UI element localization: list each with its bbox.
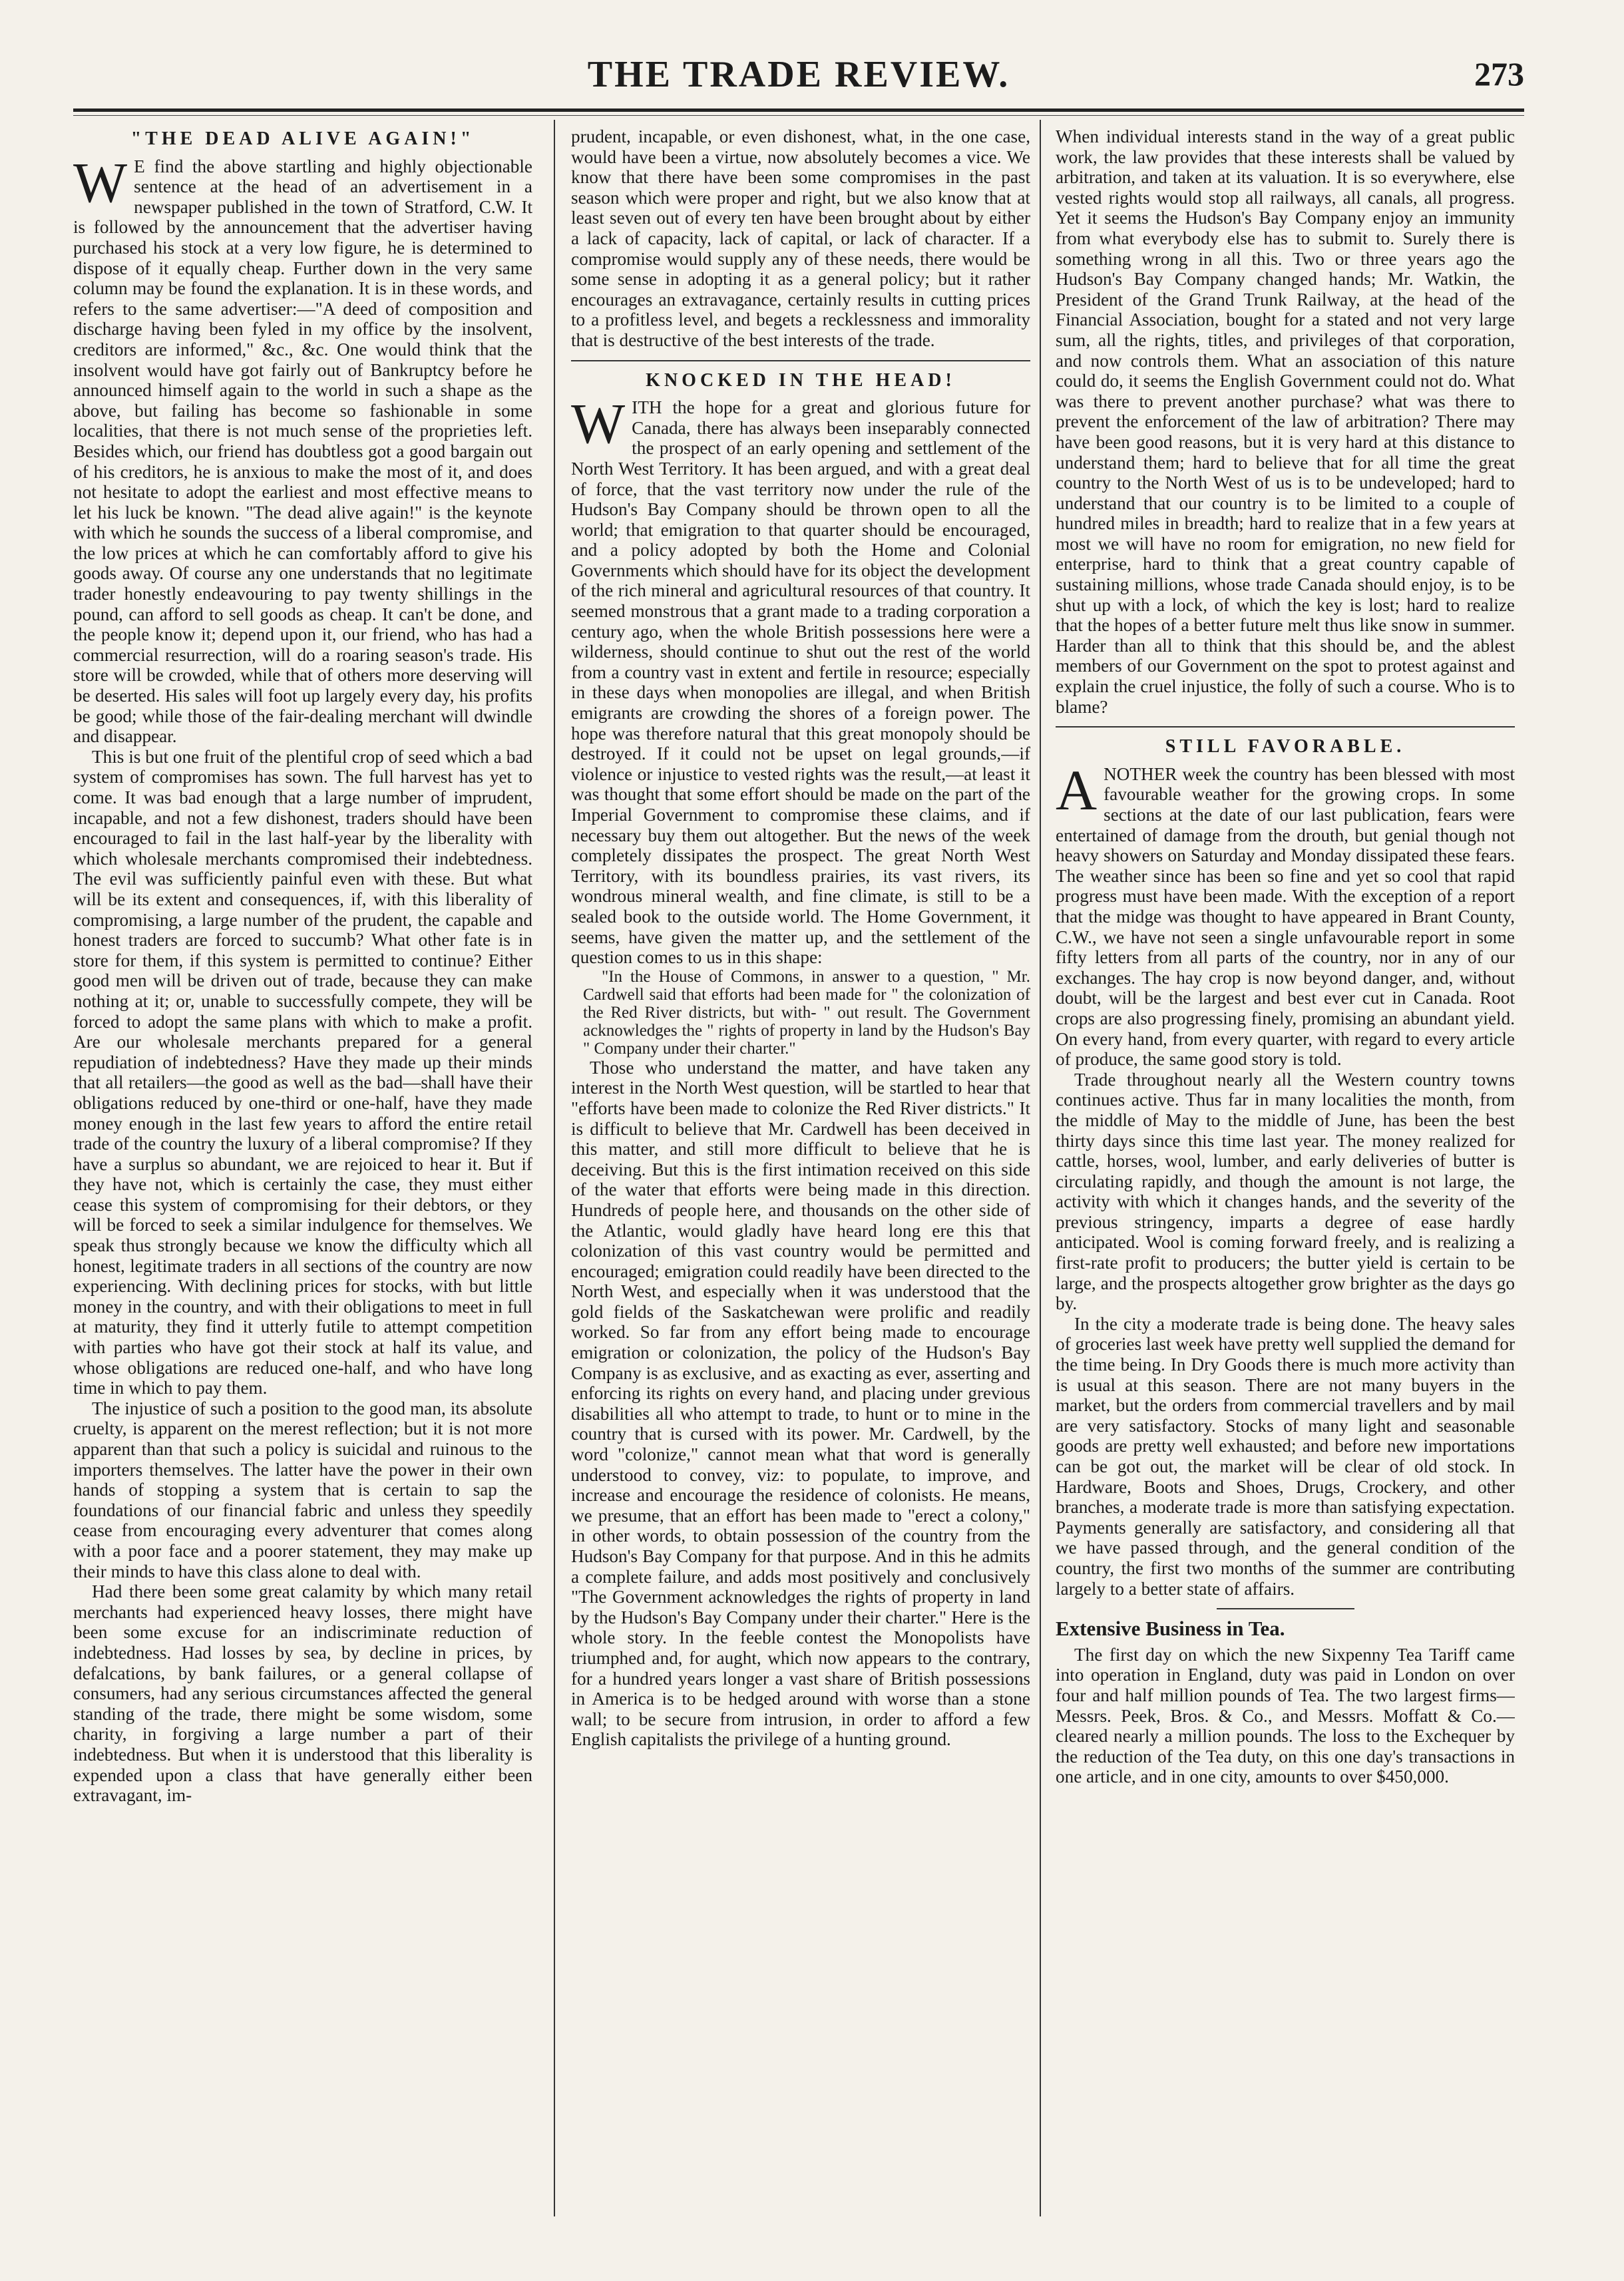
header-rule-thin — [73, 115, 1524, 116]
article-heading-still-favorable: STILL FAVORABLE. — [1165, 736, 1406, 757]
block-quote: "In the House of Commons, in answer to a question, " Mr. Cardwell said that efforts had been made for " the colonization of the Red River districts, but with- " out result. The Government acknowledges the " rights of property in land by the Hudson's Bay " Company under their charter." — [583, 967, 1030, 1058]
article-heading-dead-alive: "THE DEAD ALIVE AGAIN!" — [130, 128, 475, 149]
page-number: 273 — [1474, 55, 1524, 93]
section-rule — [1056, 726, 1515, 727]
article-paragraph: The injustice of such a position to the good man, its absolute cruelty, is apparent on the merest reflection; but it is not more apparent than that such a policy is suicidal and ruinous to the importers themselves. The latter have the power in their own hands of stopping a system that is certain to sap the foundations of our financial fabric and unless they speedily cease from encouraging every adventurer that comes along with a poor face and a poorer statement, they may make up their minds to have this class alone to deal with. — [73, 1398, 532, 1581]
article-paragraph: In the city a moderate trade is being done. The heavy sales of groceries last week have pretty well supplied the demand for the time being. In Dry Goods there is much more activity than is usual at this season. There are not many buyers in the market, but the orders from commercial travellers and by mail are very satisfactory. Stocks of many light and seasonable goods are pretty well exhausted; and before new importations can be got out, the market will be clear of old stock. In Hardware, Boots and Shoes, Drugs, Crockery, and other branches, a moderate trade is more than satisfying expectation. Payments generally are satisfactory, and considering all that we have passed through, and the general condition of the country, the first two months of the summer are contributing largely to a better state of affairs. — [1056, 1313, 1515, 1599]
article-paragraph: The first day on which the new Sixpenny Tea Tariff came into operation in England, duty was paid in London on over four and half million pounds of Tea. The two largest firms—Messrs. Peek, Bros. & Co., and Messrs. Moffatt & Co.—cleared nearly a million pounds. The loss to the Exchequer by the reduction of the Tea duty, on this one day's transactions in one article, and in one city, amounts to over $450,000. — [1056, 1644, 1515, 1787]
section-rule — [1217, 1608, 1354, 1609]
article-paragraph: prudent, incapable, or even dishonest, what, in the one case, would have been a virtue, now absolutely becomes a vice. We know that there have been some compromises in the past season which were proper and right, but we also know that at least seven out of every ten have been brought about by either a lack of capacity, lack of capital, or lack of character. If a compromise would supply any of these needs, there would be some sense in adopting it as a general policy; but it rather encourages an extravagance, certainly results in cutting prices to a profitless level, and begets a recklessness and immorality that is destructive of the best interests of the trade. — [571, 126, 1030, 350]
drop-cap: W — [73, 150, 128, 214]
article-heading-tea: Extensive Business in Tea. — [1056, 1617, 1285, 1641]
article-paragraph: This is but one fruit of the plentiful crop of seed which a bad system of compromises has sown. The full harvest has yet to come. It was bad enough that a large number of imprudent, incapable, and not a few dishonest, traders should have been encouraged to fail in the last half-year by the liberality with which wholesale merchants compromised their indebtedness. The evil was sufficiently painful even with these. But what will be its extent and consequences, if, with this liberality of compromising, a large number of the prudent, the capable and honest traders are forced to succumb? What other fate is in store for them, if this system is permitted to continue? Either good men will be driven out of trade, because they can make nothing at it; or, unable to successfully compete, they will be forced to adopt the same plans with which to make a profit. Are our wholesale merchants prepared for a general repudiation of indebtedness? Have they made up their minds that all retailers—the good as well as the bad—shall have their obligations reduced by one-third or one-half, have they made money enough in the last few years to afford the entire retail trade of the country the luxury of a liberal compromise? If they have a surplus so abundant, we are rejoiced to hear it. But if they have not, which is certainly the case, they must either cease this system of compromising for their debtors, or they will be forced to seek a similar indulgence for themselves. We speak thus strongly because we know the difficulty which all honest, legitimate traders in all sections of the country are now experiencing. With declining prices for stocks, with but little money in the country, and with their obligations to meet in full at maturity, they find it utterly futile to attempt competition with parties who have got their stock at half its value, and whose obligations are reduced one-half, and who have long time in which to pay them. — [73, 746, 532, 1398]
article-paragraph — [571, 391, 1030, 968]
article-paragraph — [1056, 757, 1515, 1070]
masthead — [73, 47, 1524, 106]
publication-title: THE TRADE REVIEW. — [587, 54, 1010, 95]
article-paragraph: Trade throughout nearly all the Western country towns continues active. Thus far in many localities the month, from the middle of May to the middle of June, has been the best thirty days since this time last year. The money realized for cattle, horses, wool, lumber, and early deliveries of butter is circulating rapidly, and though the amount is not large, the activity with which it changes hands, and the severity of the previous stringency, imparts a degree of ease hardly anticipated. Wool is coming forward freely, and is realizing a first-rate profit to producers; the butter yield is certain to be large, and the prospects altogether grow brighter as the days go by. — [1056, 1069, 1515, 1314]
column-1 — [73, 126, 532, 2216]
column-3 — [1056, 126, 1515, 2216]
article-paragraph: Had there been some great calamity by which many retail merchants had experienced heavy losses, there might have been some excuse for an indiscriminate reduction of indebtedness. Had losses by sea, by decline in prices, by defalcations, by bank failures, or a general collapse of consumers, had any serious circumstances affected the general standing of the trade, there might be some wisdom, some charity, in forgiving a large number a part of their indebtedness. But when it is understood that this liberality is expended upon a class that have generally either been extravagant, im- — [73, 1581, 532, 1806]
drop-cap: A — [1056, 757, 1098, 822]
column-divider — [1040, 120, 1041, 2216]
article-paragraph: Those who understand the matter, and have taken any interest in the North West question, will be startled to hear that "efforts have been made to colonize the Red River districts." It is difficult to believe that Mr. Cardwell has been deceived in this matter, and still more difficult to believe that he is deceiving. But this is the first intimation received on this side of the water that efforts were being made in this direction. Hundreds of people here, and thousands on the other side of the Atlantic, would gladly have heard long ere this that colonization of this vast country would be permitted and encouraged; emigration could readily have been directed to the North West, and especially when it was understood that the gold fields of the Saskatchewan were prolific and readily worked. So far from any effort being made to encourage emigration or colonization, the policy of the Hudson's Bay Company is as exclusive, and as exacting as ever, asserting and enforcing its rights on every hand, and placing under grevious disabilities all who attempt to trade, to hunt or to mine in the country that is cursed with its power. Mr. Cardwell, by the word "colonize," cannot mean what that word is generally understood to convey, viz: to populate, to improve, and increase and encourage the residence of colonists. He means, we presume, that an effort has been made to "erect a colony," in other words, to obtain possession of the country from the Hudson's Bay Company for that purpose. And in this he admits a complete failure, and adds most positively and conclusively "The Government acknowledges the rights of property in land by the Hudson's Bay Company under their charter." Here is the whole story. In the feeble contest the Monopolists have triumphed and, for aught, which now appears to the contrary, for a hundred years longer a vast share of British possessions in America is to be hedged around with worse than a stone wall; to be secure from intrusion, in order to afford a few English capitalists the privilege of a hunting ground. — [571, 1057, 1030, 1750]
paragraph-text: ITH the hope for a great and glorious future for Canada, there has always been inseparably connected the prospect of an early opening and settlement of the North West Territory. It has been argued, and with a great deal of force, that the vast territory now under the rule of the Hudson's Bay Company should be thrown open to all the world; that emigration to that quarter should be encouraged, and a policy adopted by both the Home and Colonial Governments which should have for its object the development of the rich mineral and agricultural resources of that country. It seemed monstrous that a grant made to a trading corporation a century ago, when the whole British possessions here were a wilderness, should continue to shut out the rest of the world from a country vast in extent and fertile in resource; especially in these days when monopolies are illegal, and when British emigrants are crowding the shores of a foreign power. The hope was therefore natural that this great monopoly should be destroyed. If it could not be upset on legal grounds,—if violence or injustice to vested rights was the result,—at least it was thought that some effort should be made on the part of the Imperial Government to compromise these claims, and if necessary buy them out altogether. But the news of the week completely dissipates the prospect. The great North West Territory, with its boundless prairies, its vast rivers, its wondrous mineral wealth, and fine climate, is still to be a sealed book to the outside world. The Home Government, it seems, have given the matter up, and the settlement of the question comes to us in this shape: — [571, 397, 1030, 968]
article-paragraph — [73, 150, 532, 747]
paragraph-text: E find the above startling and highly objectionable sentence at the head of an advertisement in a newspaper published in the town of Stratford, C.W. It is followed by the announcement that the advertiser having purchased his stock at a very low figure, he is determined to dispose of it equally cheap. Further down in the very same column may be found the explanation. It is in these words, and refers to the same advertiser:—"A deed of composition and discharge having been fyled in my office by the insolvent, creditors are informed," &c., &c. One would think that the insolvent would have got fairly out of Bankruptcy before he announced himself again to the world in such a shape as the above, but failing has become so fashionable in some localities, that there is not much sense of the proprieties left. Besides which, our friend has doubtless got a good bargain out of his creditors, he is anxious to make the most of it, and does not hesitate to adopt the earliest and most effective means to let his luck be known. "The dead alive again!" is the keynote with which he sounds the success of a liberal compromise, and the low prices at which he can comfortably afford to give his goods away. Of course any one understands that no legitimate trader honestly endeavouring to pay twenty shillings in the pound, can afford to sell goods as cheap. It can't be done, and the people know it; depend upon it, our friend, who has had a commercial resurrection, will do a roaring season's trade. His store will be crowded, while that of others more deserving will be deserted. His sales will foot up largely every day, his profits be good; while those of the fair-dealing merchant will dwindle and disappear. — [73, 156, 532, 747]
header-rule — [73, 108, 1524, 112]
article-heading-knocked-in-head: KNOCKED IN THE HEAD! — [646, 369, 956, 391]
column-2 — [571, 126, 1030, 2216]
column-divider — [554, 120, 555, 2216]
section-rule — [571, 360, 1030, 361]
drop-cap: W — [571, 391, 626, 456]
article-paragraph: When individual interests stand in the way of a great public work, the law provides that these interests shall be valued by arbitration, and taken at its valuation. It is so everywhere, else vested rights would stop all railways, all canals, all progress. Yet it seems the Hudson's Bay Company enjoy an immunity from what everybody else has to submit to. Surely there is something wrong in all this. Two or three years ago the Hudson's Bay Company changed hands; Mr. Watkin, the President of the Grand Trunk Railway, at the head of the Financial Association, bought for a stated and not very large sum, all the rights, titles, and privileges of that corporation, and now controls them. What an association of this nature could do, it seems the English Government could not do. What was there to prevent another purchase? what was there to prevent the enforcement of the law of arbitration? There may have been good reasons, but it is very hard at this distance to understand them; hard to believe that for all time the great country to the North West of us is to be undeveloped; hard to understand that our country is to be limited to a couple of hundred miles in breadth; hard to realize that in a few years at most we will have no room for emigration, no new field for enterprise, hard to think that a great country capable of sustaining millions, whose trade Canada should enjoy, is to be shut up with a lock, of which the key is lost; hard to realize that the hopes of a better future melt thus like snow in summer. Harder than all to think that this should be, and the ablest members of our Government on the spot to protest against and explain the cruel injustice, the folly of such a course. Who is to blame? — [1056, 126, 1515, 717]
paragraph-text: NOTHER week the country has been blessed with most favourable weather for the growing crops. In some sections at the date of our last publication, fears were entertained of damage from the drouth, but genial though not heavy showers on Saturday and Monday dissipated these fears. The weather since has been so fine and yet so cool that rapid progress must have been made. With the exception of a report that the midge was thought to have appeared in Brant County, C.W., we have not seen a single unfavourable report in some fifty letters from all parts of the country, nor in any of our exchanges. The hay crop is now beyond danger, and, without doubt, will be the largest and best ever cut in Canada. Root crops are also progressing finely, promising an abundant yield. On every hand, from every quarter, with regard to every article of produce, the same good story is told. — [1056, 763, 1515, 1070]
